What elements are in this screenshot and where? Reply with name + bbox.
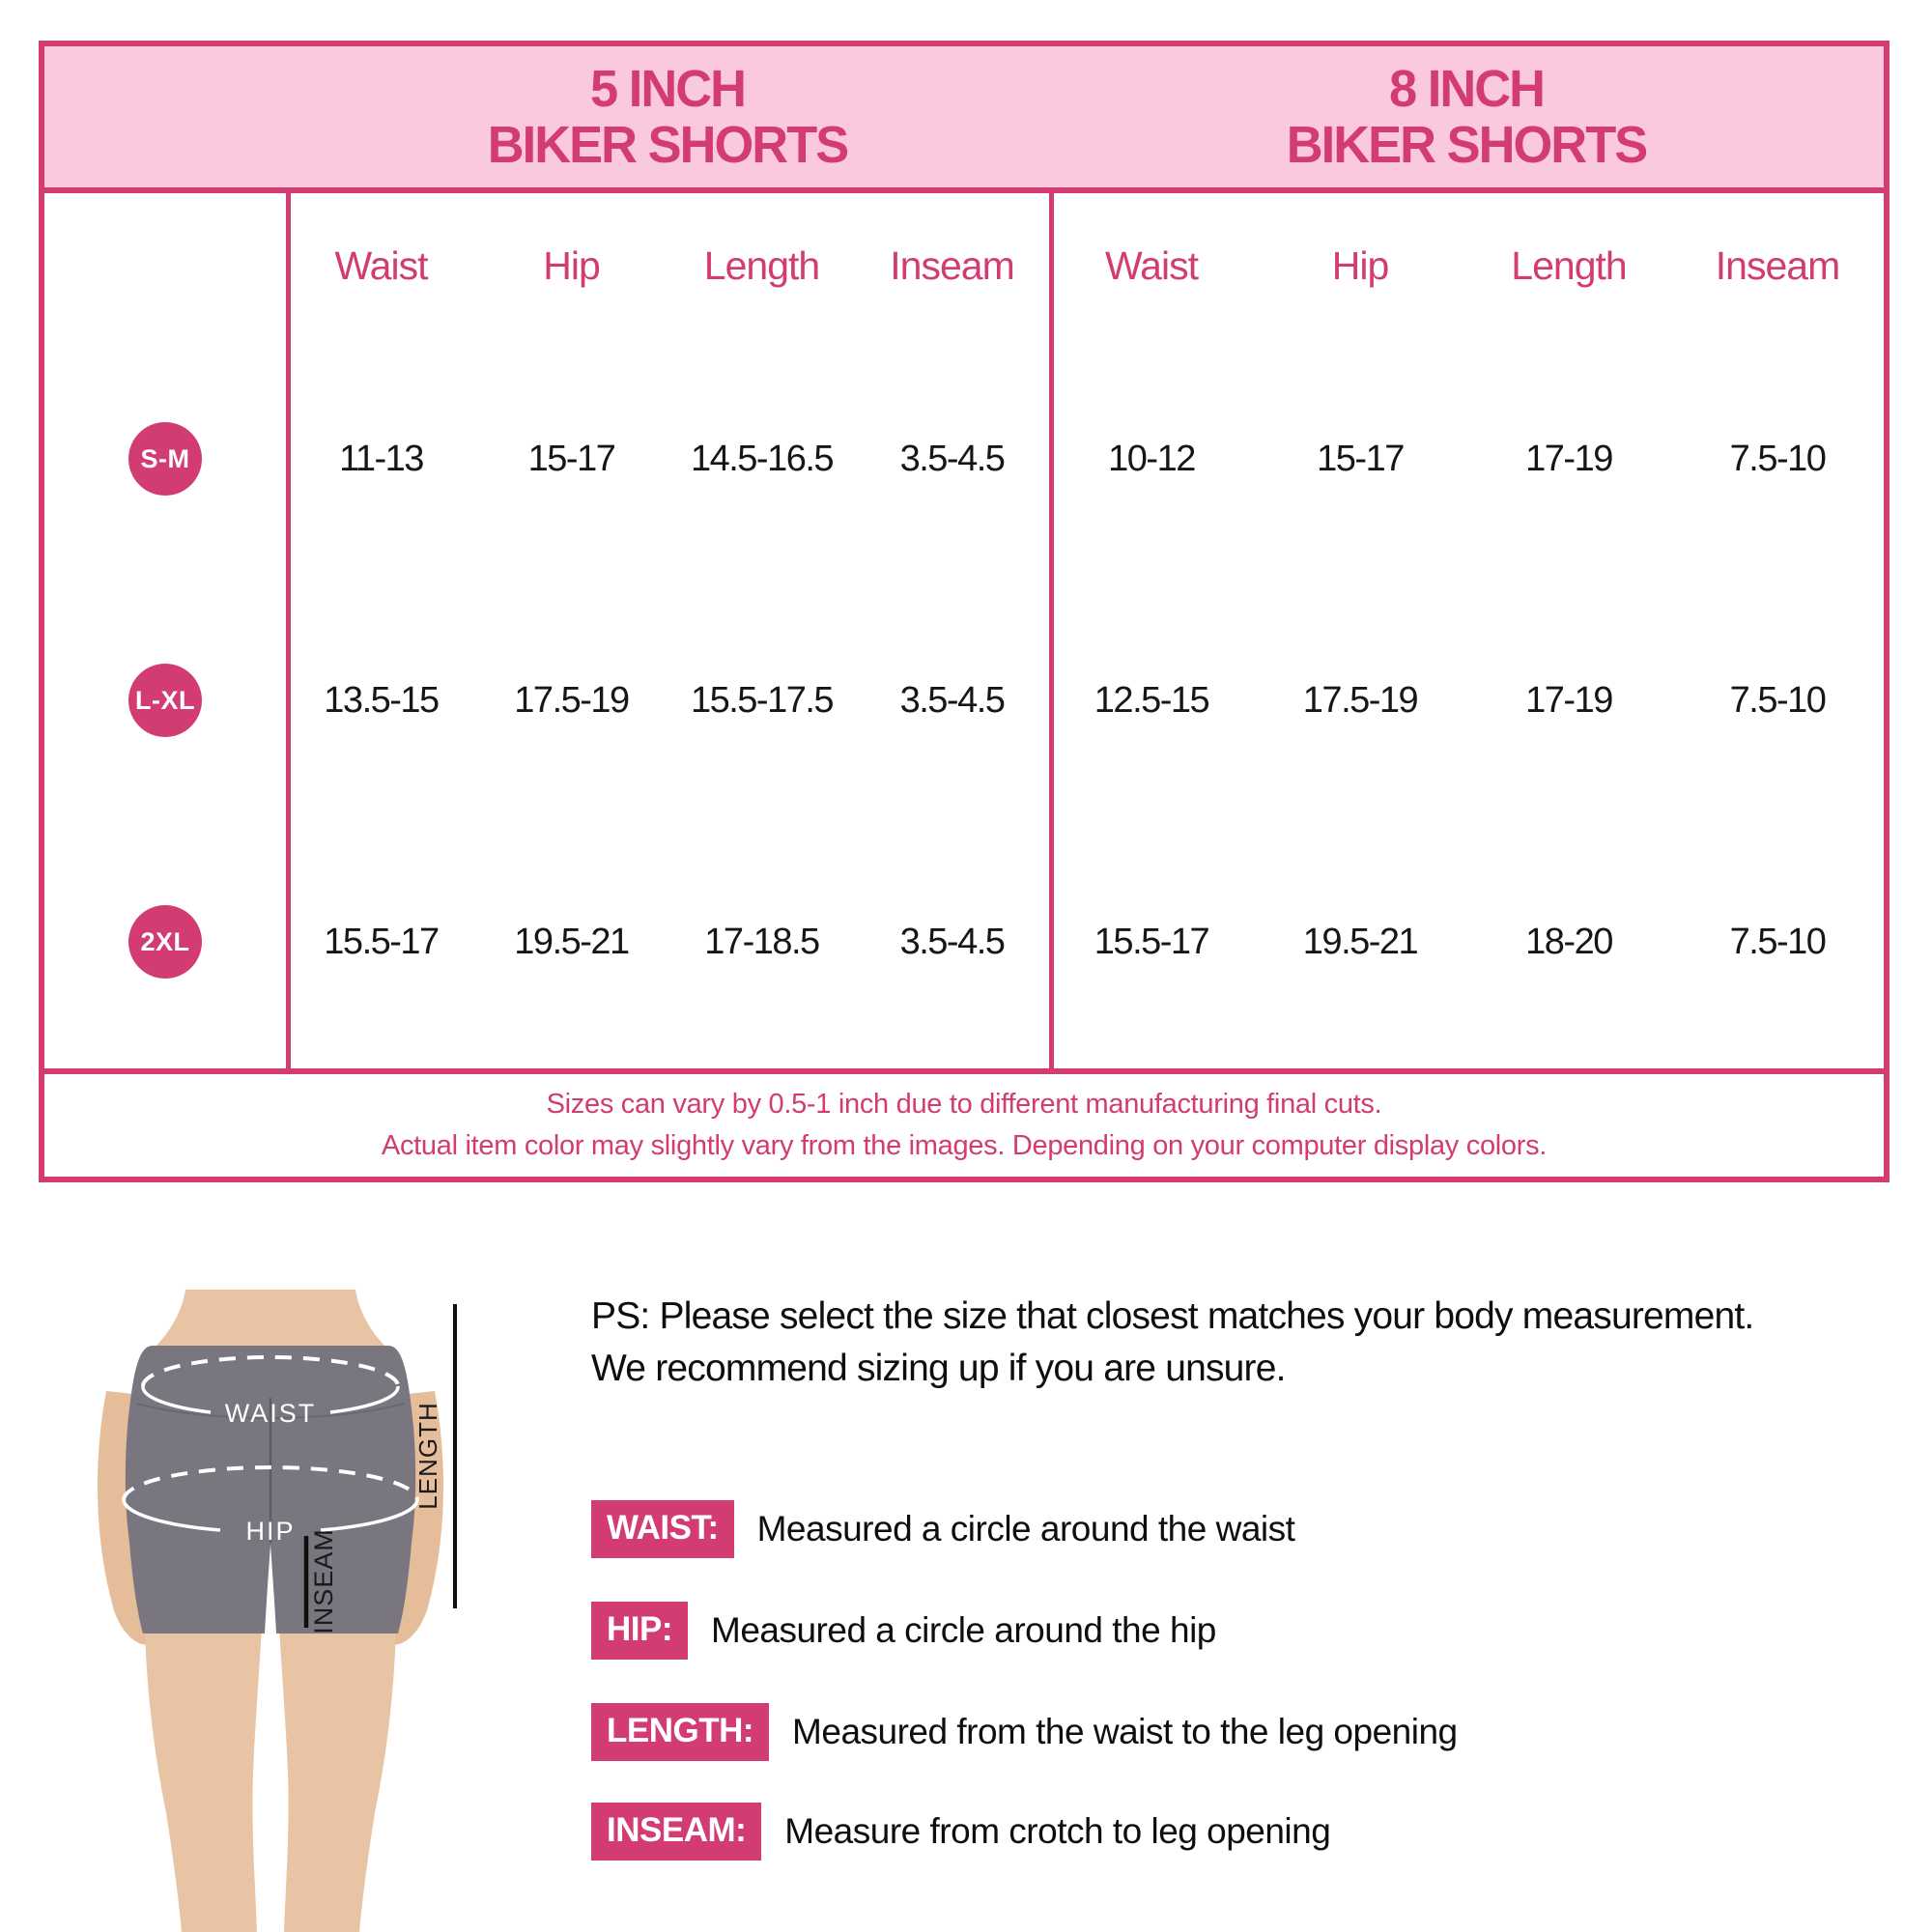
model-torso	[153, 1290, 388, 1350]
table-grid	[44, 193, 1884, 1068]
value-cell: 19.5-21	[514, 921, 629, 962]
value-cell: 10-12	[1108, 438, 1195, 479]
value-cell: 3.5-4.5	[899, 921, 1005, 962]
title-8-inch-line2: BIKER SHORTS	[1286, 116, 1647, 174]
label-column-divider	[286, 193, 291, 1068]
value-cell: 17.5-19	[1302, 679, 1418, 721]
model-left-leg	[145, 1628, 262, 1932]
hip-definition-text: Measured a circle around the hip	[711, 1610, 1216, 1650]
value-cell: 17-19	[1525, 438, 1612, 479]
value-cell: 15.5-17.5	[690, 679, 834, 721]
table-title-band	[44, 46, 1884, 193]
col-header-inseam-8in: Inseam	[1715, 242, 1840, 288]
value-cell: 18-20	[1525, 921, 1612, 962]
model-right-leg	[279, 1628, 396, 1932]
col-header-waist-8in: Waist	[1105, 242, 1198, 288]
model-photo	[77, 1290, 464, 1932]
value-cell: 15-17	[1317, 438, 1404, 479]
value-cell: 17.5-19	[514, 679, 629, 721]
length-chip: LENGTH:	[591, 1703, 769, 1761]
value-cell: 17-19	[1525, 679, 1612, 721]
value-cell: 13.5-15	[324, 679, 439, 721]
table-row-s-m	[44, 338, 1884, 580]
definition-length	[591, 1703, 1458, 1761]
value-cell: 7.5-10	[1729, 921, 1826, 962]
table-row-l-xl	[44, 580, 1884, 821]
value-cell: 17-18.5	[704, 921, 819, 962]
col-header-waist-5in: Waist	[334, 242, 428, 288]
hip-chip: HIP:	[591, 1602, 688, 1660]
col-header-hip-5in: Hip	[543, 242, 600, 288]
length-definition-text: Measured from the waist to the leg opening	[792, 1712, 1458, 1751]
table-row-2xl	[44, 821, 1884, 1063]
size-badge-cell	[44, 905, 286, 979]
size-badge-cell	[44, 664, 286, 737]
title-5-inch-biker-shorts	[298, 46, 1037, 187]
value-cell: 12.5-15	[1094, 679, 1209, 721]
table-notes	[44, 1068, 1884, 1177]
value-cell: 15.5-17	[324, 921, 439, 962]
size-badge-s-m: S-M	[128, 422, 202, 496]
note-line-1: Sizes can vary by 0.5-1 inch due to different manufacturing final cuts.	[546, 1089, 1382, 1120]
definition-waist	[591, 1500, 1294, 1558]
inseam-chip: INSEAM:	[591, 1803, 761, 1861]
col-header-inseam-5in: Inseam	[890, 242, 1014, 288]
note-line-2: Actual item color may slightly vary from the images. Depending on your computer display colors.	[381, 1130, 1548, 1161]
ps-note-line2: We recommend sizing up if you are unsure.	[591, 1348, 1286, 1389]
waist-chip: WAIST:	[591, 1500, 734, 1558]
col-header-length-5in: Length	[703, 242, 820, 288]
photo-waist-label: WAIST	[224, 1399, 317, 1428]
value-cell: 19.5-21	[1302, 921, 1418, 962]
size-badge-l-xl: L-XL	[128, 664, 202, 737]
size-table	[39, 41, 1889, 1182]
waist-definition-text: Measured a circle around the waist	[756, 1509, 1295, 1548]
value-cell: 15-17	[527, 438, 615, 479]
title-5-inch-line1: 5 INCH	[589, 60, 746, 118]
ps-note	[591, 1291, 1876, 1395]
photo-inseam-label: INSEAM	[309, 1528, 338, 1634]
value-cell: 15.5-17	[1094, 921, 1209, 962]
title-5-inch-line2: BIKER SHORTS	[487, 116, 848, 174]
definition-inseam	[591, 1803, 1330, 1861]
title-8-inch-line1: 8 INCH	[1388, 60, 1545, 118]
center-table-divider	[1049, 193, 1054, 1068]
col-header-hip-8in: Hip	[1331, 242, 1389, 288]
definition-hip	[591, 1602, 1216, 1660]
value-cell: 3.5-4.5	[899, 438, 1005, 479]
col-header-length-8in: Length	[1511, 242, 1627, 288]
value-cell: 3.5-4.5	[899, 679, 1005, 721]
title-band-spacer	[44, 46, 286, 187]
ps-note-line1: PS: Please select the size that closest matches your body measurement.	[591, 1295, 1754, 1337]
column-header-row	[44, 193, 1884, 338]
value-cell: 14.5-16.5	[690, 438, 834, 479]
title-8-inch-biker-shorts	[1062, 46, 1871, 187]
photo-hip-label: HIP	[245, 1517, 296, 1546]
size-badge-2xl: 2XL	[128, 905, 202, 979]
value-cell: 11-13	[339, 438, 423, 479]
photo-length-label: LENGTH	[413, 1402, 442, 1510]
value-cell: 7.5-10	[1729, 438, 1826, 479]
size-badge-cell	[44, 422, 286, 496]
value-cell: 7.5-10	[1729, 679, 1826, 721]
inseam-definition-text: Measure from crotch to leg opening	[784, 1811, 1331, 1851]
